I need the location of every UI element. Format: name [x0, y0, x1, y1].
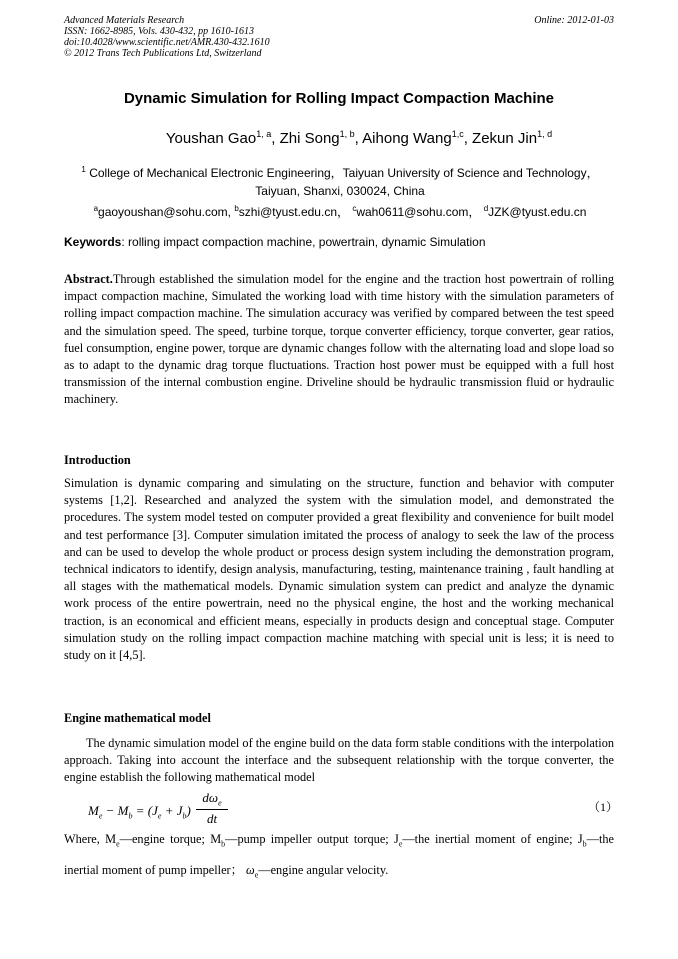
eq-sub: e [218, 798, 222, 808]
def-sub: b [221, 839, 226, 849]
eq-sub: b [182, 811, 187, 821]
journal-name: Advanced Materials Research [64, 15, 185, 26]
author-name: Aihong Wang [362, 130, 452, 147]
def-sub: e [254, 870, 259, 880]
affiliation-line-2: Taiyuan, Shanxi, 030024, China [255, 184, 425, 198]
author-sup: 1, a [256, 129, 272, 139]
affiliation-line-1 [60, 161, 620, 182]
def-text: —pump impeller output torque; J [225, 832, 399, 846]
engine-model-heading: Engine mathematical model [64, 711, 211, 725]
fraction-denominator: dt [206, 810, 218, 826]
introduction-text: Simulation is dynamic comparing and simulating on the structure, function and behavior with computer systems [1,2]. Researched and analyzed the system with the simulation model, and demonstrated the procedures. The system model tested on computer provided a great flexibility and convenience for built model and test performance [3]. Computer simulation imitated the process of analogy to seek the law of the process and can be used to develop the whole product or process design system including the demonstration program, technical indicators to identify, design analysis, manufacturing, testing, maintenance training , fault handling at all stages with the mathematical models. Dynamic simulation system can predict and analyze the dynamic work process of the entire powertrain, need no the physical engine, the host and the working mechanical traction, is an economical and efficient means, especially in products design and conceptual stage. Computer simulation study on the rolling impact compaction machine matching with special unit is less; it is need to study on it [4,5]. [64, 476, 614, 663]
eq-sub: b [128, 811, 133, 821]
eq-sub: e [98, 811, 103, 821]
eq-term: M [88, 803, 99, 818]
author-separator: , [354, 130, 363, 147]
abstract-label: Abstract. [64, 272, 113, 286]
keywords [64, 235, 614, 249]
affiliation-text: College of Mechanical Electronic Engineering，Taiyuan University of Science and Technology， [85, 166, 599, 180]
def-text: —engine torque; M [119, 832, 222, 846]
email-sup: b [234, 204, 239, 213]
email-sup: a [93, 204, 99, 213]
eq-term: − M [102, 803, 129, 818]
engine-model-text: The dynamic simulation model of the engine build on the data form stable conditions with the interpolation approach. Taking into account the interface and the subsequent relationship with the torque converter, the engine establish the following mathematical model [64, 736, 614, 785]
def-text: —the inertial moment of pump impeller； [64, 832, 614, 878]
author-name: Zhi Song [279, 130, 340, 147]
email-address: JZK@tyust.edu.cn [488, 205, 587, 219]
author-sup: 1, b [339, 129, 355, 139]
equation-lhs [88, 803, 191, 821]
fraction-numerator [196, 790, 228, 810]
email-list [60, 200, 620, 221]
eq-term: ) [186, 803, 191, 818]
keywords-label: Keywords [64, 235, 122, 249]
eq-sub: e [157, 811, 162, 821]
equation-fraction [196, 790, 228, 827]
affiliation-sup: 1 [81, 165, 86, 174]
def-text: —engine angular velocity. [258, 863, 389, 878]
author-name: Youshan Gao [165, 130, 257, 147]
keywords-text: : rolling impact compaction machine, powertrain, dynamic Simulation [121, 235, 486, 249]
introduction-heading: Introduction [64, 453, 131, 467]
copyright-line: © 2012 Trans Tech Publications Ltd, Switzerland [64, 48, 262, 59]
email-address: szhi@tyust.edu.cn， [238, 205, 349, 219]
doi-line: doi:10.4028/www.scientific.net/AMR.430-432.1610 [64, 37, 270, 48]
journal-header [64, 15, 270, 59]
email-sup: c [352, 204, 357, 213]
eq-term: dω [202, 790, 219, 805]
def-sub: b [582, 839, 587, 849]
def-sub: e [398, 839, 403, 849]
issn-line: ISSN: 1662-8985, Vols. 430-432, pp 1610-1613 [64, 26, 254, 37]
omega-symbol: ω [246, 863, 255, 878]
author-sup: 1,c [451, 129, 464, 139]
eq-term: + J [161, 803, 183, 818]
email-address: gaoyoushan@sohu.com, [98, 205, 231, 219]
author-name: Zekun Jin [472, 130, 538, 147]
eq-term: = (J [132, 803, 158, 818]
def-sub: e [116, 839, 120, 849]
email-address: wah0611@sohu.com， [356, 205, 481, 219]
online-date: Online: 2012-01-03 [534, 15, 614, 26]
def-text: Where, M [64, 832, 117, 846]
author-list [0, 129, 678, 147]
affiliation [60, 161, 620, 221]
abstract-text: Through established the simulation model for the engine and the traction host powertrain of rolling impact compaction machine, Simulated the working load with time history with the simulation parameters of rolling impact compaction machine. The simulation accuracy was verified by compared between the test speed and the simulation speed. The speed, turbine torque, torque converter efficiency, torque converter, gear ratios, fuel consumption, engine power, torque are dynamic changes follow with the alternating load and slope load so as to adapt to the dynamic drag torque fluctuations. Traction host power must be equipped with a full host transmission of the internal combustion engine. Driveline should be hydraulic transmission fluid or hydraulic machinery. [64, 272, 614, 407]
author-sup: 1, d [537, 129, 553, 139]
abstract [64, 271, 614, 409]
author-separator: , [271, 130, 280, 147]
paper-title: Dynamic Simulation for Rolling Impact Compaction Machine [123, 90, 555, 107]
email-sup: d [483, 204, 489, 213]
equation-number: （1） [587, 800, 618, 814]
author-separator: , [463, 130, 473, 147]
def-text: —the inertial moment of engine; J [402, 832, 583, 846]
variable-definitions [64, 826, 614, 889]
